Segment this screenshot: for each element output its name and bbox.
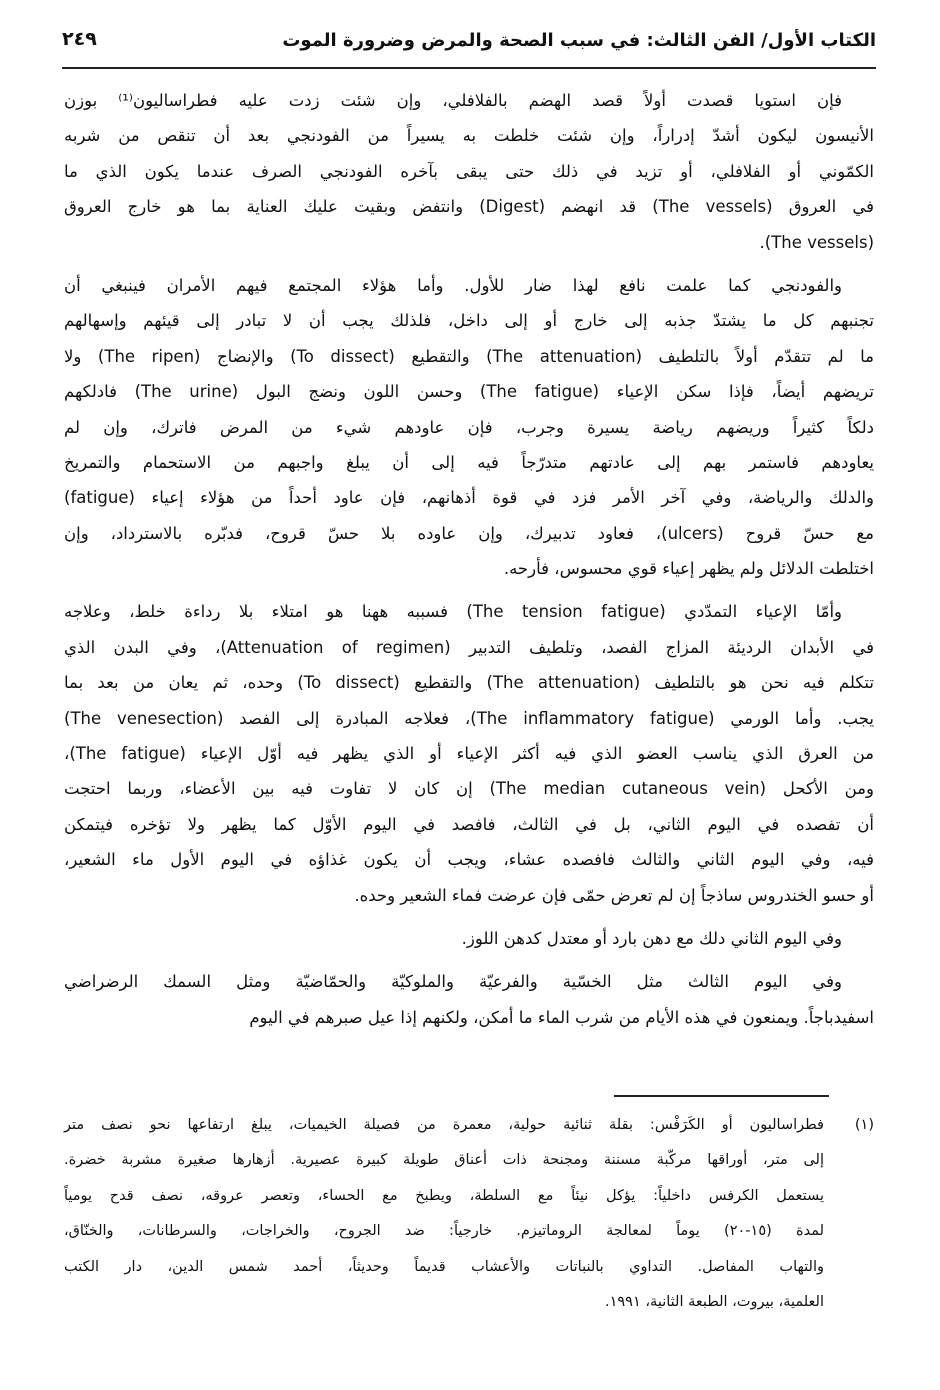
text-line: يعاودهم فاستمر بهم إلى عادتهم متدرّجاً فيه إلى أن يبلغ واجبهم من الاستحمام والتمريخ bbox=[64, 452, 874, 472]
text-line: دلكاً كثيراً وريضهم رياضة يسيرة وجرب، فإن عاودهم شيء من المرض فاترك، وإن لم bbox=[64, 417, 874, 437]
text-line: فإن استويا قصدت أولاً قصد الهضم بالفلافلي، وإن شئت زدت عليه فطراساليون⁽¹⁾ بوزن bbox=[64, 91, 843, 110]
footnote-line bbox=[64, 1108, 874, 1143]
running-header bbox=[62, 26, 876, 60]
footnotes bbox=[64, 1108, 874, 1320]
text-line: (The vessels). bbox=[759, 232, 874, 252]
text-line: تريضهم أيضاً، فإذا سكن الإعياء (The fatigue) وحسن اللون ونضج البول (The urine) فادلكهم bbox=[64, 382, 875, 402]
paragraph bbox=[64, 83, 874, 260]
main-text bbox=[64, 83, 874, 1043]
footnote-rule bbox=[614, 1095, 829, 1097]
footnote-line: يستعمل الكرفس داخلياً: يؤكل نيئاً مع السلطة، ويطبخ مع الحساء، وتعصر عروقه، نصف قدح يومياً bbox=[64, 1187, 824, 1204]
text-line: والدلك والرياضة، وفي آخر الأمر فزد في قوة أذهانهم، فإن عاود أحداً من هؤلاء إعياء (fatigue) bbox=[64, 488, 874, 508]
text-line: أن تفصده في اليوم الثاني، بل في الثالث، فافصد في اليوم الأوّل كما يظهر ولا تؤخره فيتمكن bbox=[64, 814, 874, 834]
footnote-text: فطراساليون أو الكَرَفْس: بقلة ثنائية حولية، معمرة من فصيلة الخيميات، يبلغ ارتفاعها نحو نصف متر bbox=[64, 1117, 824, 1133]
paragraph bbox=[64, 964, 874, 1035]
text-line: الكمّوني أو الفلافلي، أو تزيد في ذلك حتى يبقى بآخره الفودنجي الصرف عندما يكون الذي ما bbox=[64, 161, 874, 181]
text-line: ما لم تتقدّم أولاً بالتلطيف (The attenuation) والتقطيع (To dissect) والإنضاج (The ripen) ولا bbox=[64, 346, 874, 366]
paragraph bbox=[64, 921, 874, 956]
text-line: فيه، وفي اليوم الثاني والثالث فافصده عشاء، ويجب أن يكون غذاؤه في اليوم الأول ماء الشعير، bbox=[64, 850, 874, 870]
text-line: من العرق الذي يناسب العضو الذي فيه أكثر الإعياء أو الذي يظهر فيه أوّل الإعياء (The fatigue)، bbox=[64, 744, 874, 764]
page-number: ٢٤٩ bbox=[62, 28, 97, 50]
running-header-title: الكتاب الأول/ الفن الثالث: في سبب الصحة والمرض وضرورة الموت bbox=[282, 30, 876, 51]
footnote-line: والتهاب المفاصل. التداوي بالنباتات والأعشاب قديماً وحديثاً، أحمد شمس الدين، دار الكتب bbox=[64, 1258, 824, 1275]
text-line: الأنيسون ليكون أشدّ إدراراً، وإن شئت خلطت به يسيراً من الفودنجي بعد أن تنقص من شربه bbox=[64, 126, 874, 146]
header-rule bbox=[62, 67, 876, 69]
text-line: اسفيدباجاً. ويمنعون في هذه الأيام من شرب الماء ما أمكن، ولكنهم إذا عيل صبرهم في اليوم bbox=[249, 1007, 874, 1027]
text-line: وفي اليوم الثالث مثل الخسّية والفرعيّة والملوكيّة والحمّاضيّة ومثل السمك الرضراضي bbox=[64, 972, 842, 992]
text-line: في العروق (The vessels) قد انهضم (Digest) وانتفض وبقيت عليك العناية بما هو خارج العروق bbox=[64, 197, 874, 217]
text-line: يجب. وأما الورمي (The inflammatory fatigue)، فعلاجه المبادرة إلى الفصد (The venesection) bbox=[64, 708, 874, 728]
footnote-marker: (١) bbox=[854, 1117, 874, 1133]
footnote-line: العلمية، بيروت، الطبعة الثانية، ١٩٩١. bbox=[605, 1293, 824, 1310]
text-line: اختلطت الدلائل ولم يظهر إعياء قوي محسوس، فأرحه. bbox=[503, 559, 874, 579]
text-line: وفي اليوم الثاني دلك مع دهن بارد أو معتدل كدهن اللوز. bbox=[461, 928, 842, 948]
text-line: ومن الأكحل (The median cutaneous vein) إن كان لا تفاوت فيه بين الأعضاء، وربما احتجت bbox=[64, 779, 874, 799]
paragraph bbox=[64, 268, 874, 587]
text-line: في الأبدان الرديئة المزاج الفصد، وتلطيف التدبير (Attenuation of regimen)، وفي البدن الذي bbox=[64, 637, 874, 657]
text-line: أو حسو الخندروس ساذجاً إن لم تعرض حمّى فإن عرضت فماء الشعير وحده. bbox=[354, 885, 874, 905]
text-line: مع حسّ قروح (ulcers)، فعاود تدبيرك، وإن عاوده بلا حسّ قروح، فدبّره بالاسترداد، وإن bbox=[64, 523, 875, 543]
footnote-line: إلى متر، أوراقها مركّبة مسننة ومجنحة ذات أعناق طويلة كبيرة عصيرية. أزهارها صغيرة مشربة خضرة. bbox=[64, 1152, 824, 1169]
text-line: والفودنجي كما علمت نافع لهذا ضار للأول. وأما هؤلاء المجتمع فيهم الأمران فينبغي أن bbox=[64, 275, 842, 295]
text-line: تجنبهم كل ما يشتدّ جذبه إلى خارج أو إلى داخل، فلذلك يجب أن لا تبادر إلى قيئهم وإسهالهم bbox=[64, 311, 874, 331]
footnote-line: لمدة (١٥-٢٠) يوماً لمعالجة الروماتيزم. خارجياً: ضد الجروح، والخراجات، والسرطانات، والخنّاق، bbox=[64, 1223, 824, 1240]
text-line: تتكلم فيه نحن هو بالتلطيف (The attenuation) والتقطيع (To dissect) وحده، ثم يعان من بعد بما bbox=[64, 673, 874, 693]
text-line: وأمّا الإعياء التمدّدي (The tension fatigue) فسببه ههنا هو امتلاء بلا رداءة خلط، وعلاجه bbox=[64, 602, 843, 622]
paragraph bbox=[64, 594, 874, 913]
